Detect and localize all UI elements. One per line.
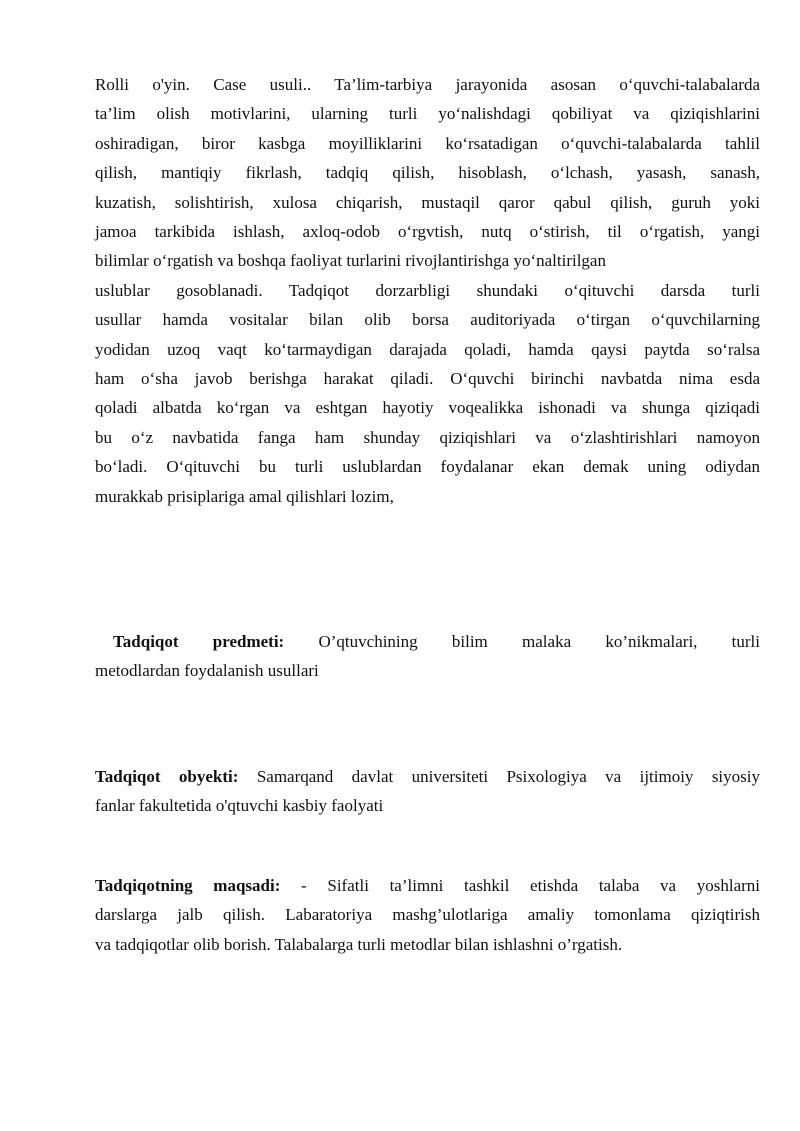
research-object-line <box>95 762 760 791</box>
research-subject-text: O’qtuvchining bilim malaka ko’nikmalari, turli <box>318 632 760 651</box>
research-subject-line <box>95 627 760 656</box>
intro-paragraph <box>95 70 760 511</box>
paragraph-line: ta’lim olish motivlarini, ularning turli yo‘nalishdagi qobiliyat va qiziqishlarini <box>95 104 760 124</box>
paragraph-line: Rolli o'yin. Case usuli.. Ta’lim-tarbiya jarayonida asosan o‘quvchi-talabalarda <box>95 75 760 94</box>
research-goal-line <box>95 871 760 900</box>
paragraph-line: bilimlar o‘rgatish va boshqa faoliyat turlarini rivojlantirishga yo‘naltirilgan <box>95 251 606 271</box>
paragraph-line: yodidan uzoq vaqt ko‘tarmaydigan darajada qoladi, hamda qaysi paytda so‘ralsa <box>95 339 760 359</box>
paragraph-line: qilish, mantiqiy fikrlash, tadqiq qilish, hisoblash, o‘lchash, yasash, sanash, <box>95 163 760 183</box>
paragraph-line: usullar hamda vositalar bilan olib borsa auditoriyada o‘tirgan o‘quvchilarning <box>95 310 760 330</box>
paragraph-line: ham o‘sha javob berishga harakat qiladi. O‘quvchi birinchi navbatda nima esda <box>95 369 760 389</box>
research-subject-text-cont: metodlardan foydalanish usullari <box>95 661 319 681</box>
paragraph-line: kuzatish, solishtirish, xulosa chiqarish, mustaqil qaror qabul qilish, guruh yoki <box>95 192 760 212</box>
research-goal-label: Tadqiqotning maqsadi: <box>95 876 281 895</box>
research-goal-text-cont: va tadqiqotlar olib borish. Talabalarga turli metodlar bilan ishlashni o’rgatish. <box>95 934 623 954</box>
research-subject-section <box>95 627 760 686</box>
paragraph-line: oshiradigan, biror kasbga moyilliklarini ko‘rsatadigan o‘quvchi-talabalarda tahlil <box>95 133 760 153</box>
research-goal-text: Sifatli ta’limni tashkil etishda talaba va yoshlarni <box>327 876 761 895</box>
research-goal-dash: - <box>301 876 307 895</box>
research-object-label: Tadqiqot obyekti: <box>95 767 239 786</box>
research-goal-section <box>95 871 760 959</box>
research-subject-label: Tadqiqot predmeti: <box>113 632 285 651</box>
research-object-text-cont: fanlar fakultetida o'qtuvchi kasbiy faolyati <box>95 796 384 816</box>
research-object-section <box>95 762 760 821</box>
research-goal-text-cont: darslarga jalb qilish. Labaratoriya mashg’ulotlariga amaliy tomonlama qiziqtirish <box>95 905 760 925</box>
paragraph-line: bu o‘z navbatida fanga ham shunday qiziqishlari va o‘zlashtirishlari namoyon <box>95 427 760 447</box>
paragraph-line: murakkab prisiplariga amal qilishlari lozim, <box>95 486 394 506</box>
paragraph-line: qoladi albatda ko‘rgan va eshtgan hayotiy voqealikka ishonadi va shunga qiziqadi <box>95 398 760 418</box>
paragraph-line: uslublar gosoblanadi. Tadqiqot dorzarbligi shundaki o‘qituvchi darsda turli <box>95 280 760 300</box>
research-object-text: Samarqand davlat universiteti Psixologiya va ijtimoiy siyosiy <box>256 767 760 786</box>
paragraph-line: bo‘ladi. O‘qituvchi bu turli uslublardan foydalanar ekan demak uning odiydan <box>95 457 760 477</box>
paragraph-line: jamoa tarkibida ishlash, axloq-odob o‘rgvtish, nutq o‘stirish, til o‘rgatish, yangi <box>95 222 760 242</box>
